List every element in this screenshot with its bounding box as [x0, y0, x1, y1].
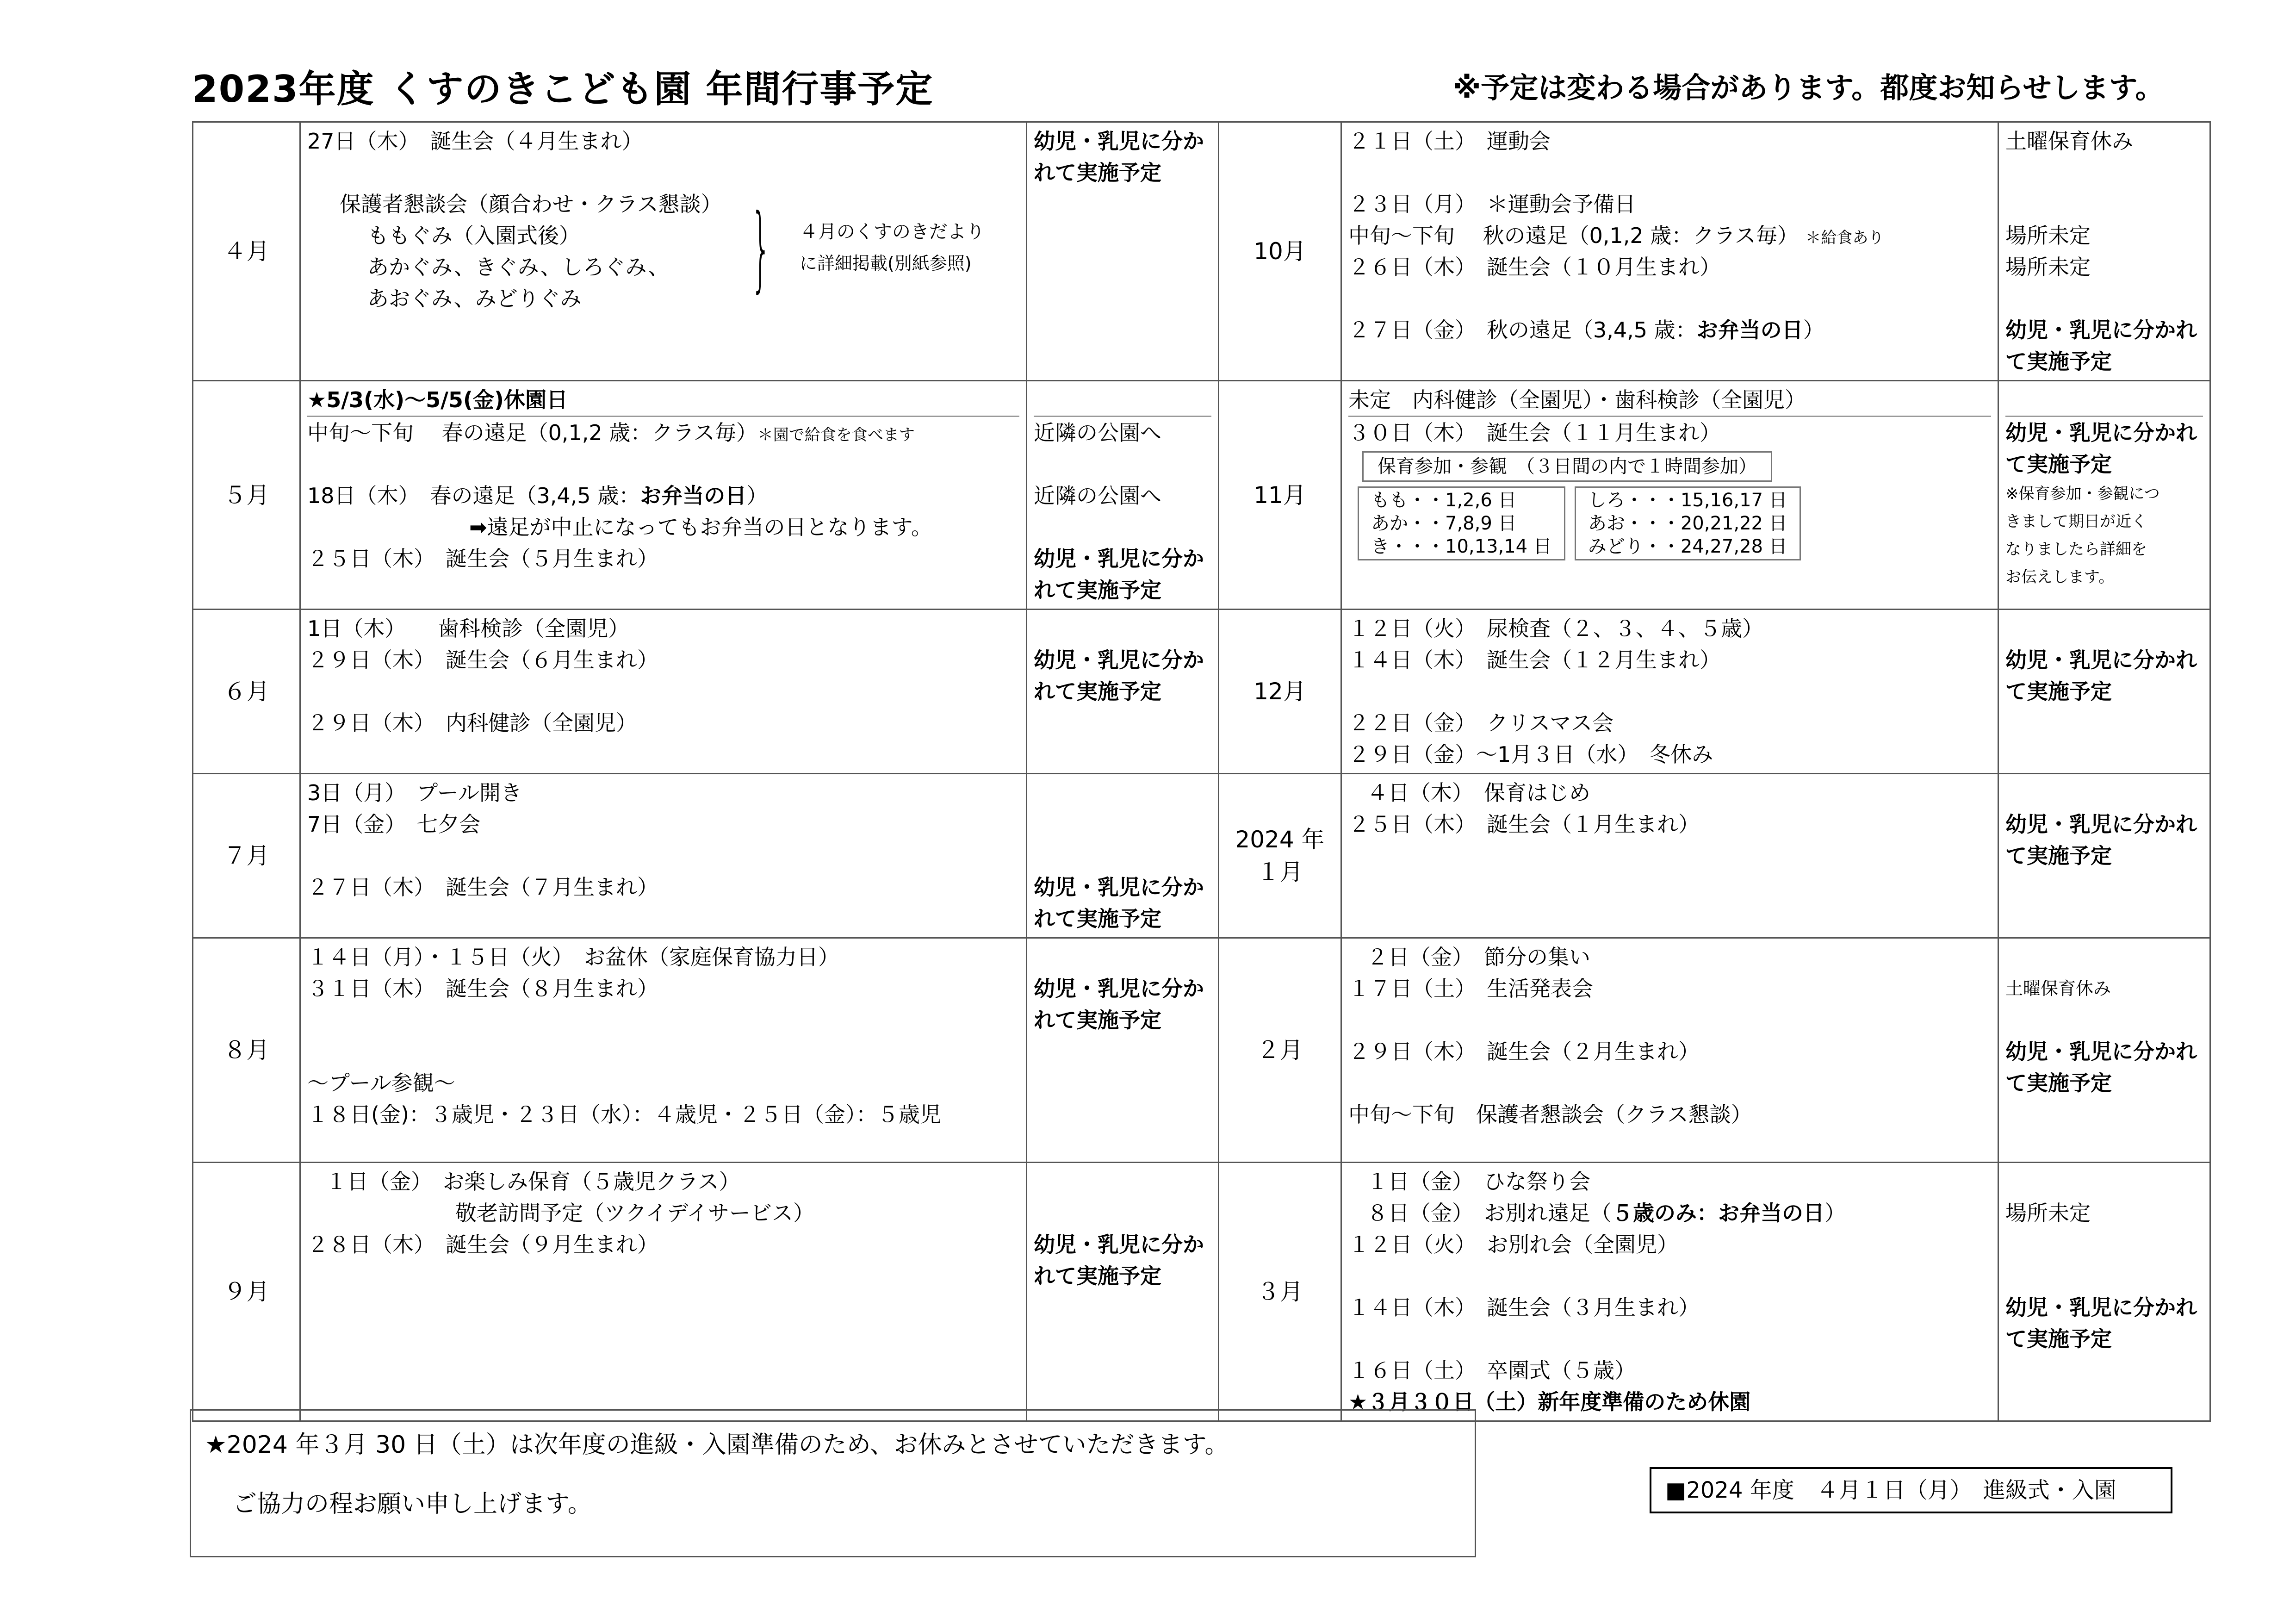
- notes-jan: 幼児・乳児に分かれて実施予定: [1998, 774, 2210, 938]
- notes-mar: 場所未定 幼児・乳児に分かれて実施予定: [1998, 1163, 2210, 1421]
- month-jul: ７月: [193, 774, 300, 938]
- page-title: 2023年度 くすのきこども園 年間行事予定: [192, 68, 934, 111]
- events-oct: ２１日（土） 運動会 ２３日（月） ＊運動会予備日 中旬～下旬 秋の遠足（0,1,2 歳：クラス毎） ＊給食あり ２６日（木） 誕生会（１０月生まれ） ２７日（金） 秋の遠足（3,4,5 歳：お弁当の日）: [1341, 122, 1998, 381]
- events-may: ★5/3(水)～5/5(金)休園日 中旬～下旬 春の遠足（0,1,2 歳：クラス毎）＊園で給食を食べます 18日（木） 春の遠足（3,4,5 歳：お弁当の日） ➡遠足が中止になってもお弁当の日となります。 ２５日（木） 誕生会（５月生まれ）: [300, 381, 1027, 610]
- month-mar: ３月: [1219, 1163, 1341, 1421]
- events-apr: 27日（木） 誕生会（４月生まれ） 保護者懇談会（顔合わせ・クラス懇談） ももぐみ（入園式後） あかぐみ、きぐみ、しろぐみ、 あおぐみ、みどりぐみ } ４月のくすのきだより に詳細掲載(別紙参照): [300, 122, 1027, 381]
- notes-may: 近隣の公園へ 近隣の公園へ 幼児・乳児に分かれて実施予定: [1027, 381, 1219, 610]
- month-apr: ４月: [193, 122, 300, 381]
- table-row: [193, 774, 2210, 938]
- change-notice: ※予定は変わる場合があります。都度お知らせします。: [1453, 71, 2164, 105]
- notes-dec: 幼児・乳児に分かれて実施予定: [1998, 610, 2210, 774]
- table-row: [193, 122, 2210, 381]
- table-row: [193, 938, 2210, 1163]
- events-sep: １日（金） お楽しみ保育（５歳児クラス） 敬老訪問予定（ツクイデイサービス） ２８日（木） 誕生会（９月生まれ）: [300, 1163, 1027, 1421]
- closure-notice-line2: ご協力の程お願い申し上げます。: [233, 1490, 592, 1518]
- notes-jun: 幼児・乳児に分かれて実施予定: [1027, 610, 1219, 774]
- visit-schedule-box: 保育参加・参観 （３日間の内で１時間参加）: [1362, 451, 1772, 482]
- events-jun: 1日（木） 歯科検診（全園児） ２９日（木） 誕生会（６月生まれ） ２９日（木） 内科健診（全園児）: [300, 610, 1027, 774]
- entrance-ceremony-box: ■2024 年度 ４月１日（月） 進級式・入園: [1650, 1467, 2172, 1513]
- notes-aug: 幼児・乳児に分かれて実施予定: [1027, 938, 1219, 1163]
- month-nov: 11月: [1219, 381, 1341, 610]
- events-dec: １２日（火） 尿検査（２、３、４、５歳） １４日（木） 誕生会（１２月生まれ） ２２日（金） クリスマス会 ２９日（金）～1月３日（水） 冬休み: [1341, 610, 1998, 774]
- events-feb: ２日（金） 節分の集い １７日（土） 生活発表会 ２９日（木） 誕生会（２月生まれ） 中旬～下旬 保護者懇談会（クラス懇談）: [1341, 938, 1998, 1163]
- notes-oct: 土曜保育休み 場所未定 場所未定 幼児・乳児に分かれて実施予定: [1998, 122, 2210, 381]
- table-row: [193, 381, 2210, 610]
- month-jun: ６月: [193, 610, 300, 774]
- closure-notice-box: [190, 1409, 1476, 1557]
- month-may: ５月: [193, 381, 300, 610]
- month-jan: 2024 年 １月: [1219, 774, 1341, 938]
- schedule-table: [192, 121, 2211, 1422]
- notes-sep: 幼児・乳児に分かれて実施予定: [1027, 1163, 1219, 1421]
- month-aug: ８月: [193, 938, 300, 1163]
- table-row: [193, 610, 2210, 774]
- notes-apr: 幼児・乳児に分かれて実施予定: [1027, 122, 1219, 381]
- class-dates-box-1: もも・・1,2,6 日 あか・・7,8,9 日 き・・・10,13,14 日: [1358, 486, 1565, 560]
- closure-notice-line1: ★2024 年３月 30 日（土）は次年度の進級・入園準備のため、お休みとさせていただきます。: [205, 1431, 1229, 1459]
- table-row: [193, 1163, 2210, 1421]
- events-nov: 未定 内科健診（全園児）・歯科検診（全園児） ３０日（木） 誕生会（１１月生まれ） 保育参加・参観 （３日間の内で１時間参加） もも・・1,2,6 日 あか・・7,8,9 日 き・・・10,13,14 日 しろ・・・15,16,17 日 あお・・・20,21,22 日 みどり・・24,27,28 日: [1341, 381, 1998, 610]
- month-dec: 12月: [1219, 610, 1341, 774]
- events-aug: １４日（月）・１５日（火） お盆休（家庭保育協力日） ３１日（木） 誕生会（８月生まれ） ～プール参観～ １８日(金)：３歳児・２３日（水）：４歳児・２５日（金）：５歳児: [300, 938, 1027, 1163]
- month-oct: 10月: [1219, 122, 1341, 381]
- month-sep: ９月: [193, 1163, 300, 1421]
- notes-jul: 幼児・乳児に分かれて実施予定: [1027, 774, 1219, 938]
- notes-nov: 幼児・乳児に分かれて実施予定 ※保育参加・参観につ きまして期日が近く なりましたら詳細を お伝えします。: [1998, 381, 2210, 610]
- events-jul: 3日（月） プール開き 7日（金） 七夕会 ２７日（木） 誕生会（７月生まれ）: [300, 774, 1027, 938]
- notes-feb: 土曜保育休み 幼児・乳児に分かれて実施予定: [1998, 938, 2210, 1163]
- events-jan: ４日（木） 保育はじめ ２５日（木） 誕生会（１月生まれ）: [1341, 774, 1998, 938]
- month-feb: ２月: [1219, 938, 1341, 1163]
- class-dates-box-2: しろ・・・15,16,17 日 あお・・・20,21,22 日 みどり・・24,27,28 日: [1575, 486, 1801, 560]
- events-mar: １日（金） ひな祭り会 ８日（金） お別れ遠足（５歳のみ：お弁当の日） １２日（火） お別れ会（全園児） １４日（木） 誕生会（３月生まれ） １６日（土） 卒園式（５歳） ★３月３０日（土）新年度準備のため休園: [1341, 1163, 1998, 1421]
- brace-icon: }: [750, 194, 771, 302]
